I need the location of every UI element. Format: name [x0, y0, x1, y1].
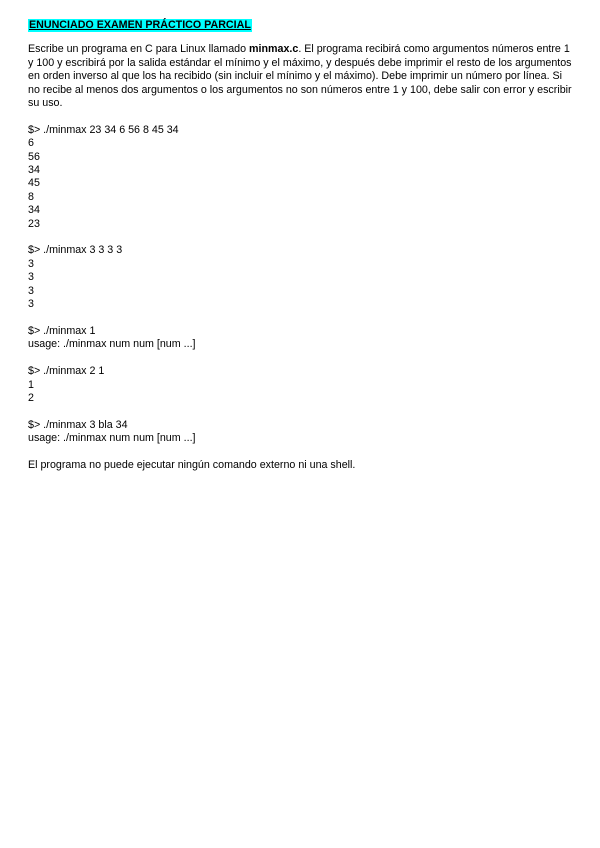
- example-command: $> ./minmax 1: [28, 324, 96, 337]
- example-output-line: usage: ./minmax num num [num ...]: [28, 338, 196, 351]
- example-output-line: 3: [28, 284, 34, 297]
- example-output-line: 6: [28, 137, 34, 150]
- example-output-line: 34: [28, 164, 40, 177]
- intro-paragraph: [28, 43, 573, 110]
- example-output-line: 56: [28, 150, 40, 163]
- example-command: $> ./minmax 2 1: [28, 365, 105, 378]
- example-block-5: [28, 419, 573, 446]
- intro-text-before: Escribe un programa en C para Linux llamado: [28, 43, 249, 56]
- example-output-line: 2: [28, 391, 34, 404]
- example-output-line: 1: [28, 378, 34, 391]
- example-block-1: [28, 124, 573, 231]
- example-output-line: 3: [28, 298, 34, 311]
- example-command: $> ./minmax 3 bla 34: [28, 418, 128, 431]
- example-output-line: usage: ./minmax num num [num ...]: [28, 432, 196, 445]
- example-output-line: 8: [28, 190, 34, 203]
- document-title: ENUNCIADO EXAMEN PRÁCTICO PARCIAL: [29, 19, 251, 31]
- intro-text-after: . El programa recibirá como argumentos números entre 1 y 100 y escribirá por la salida estándar el mínimo y el máximo, y después debe imprimir el resto de los argumentos en orden inverso al que los ha recibido (sin incluir el mínimo y el máximo). Debe imprimir un número por línea. Si no recibe al menos dos argumentos o los argumentos no son números entre 1 y 100, debe salir con error y escribir su uso.: [28, 43, 572, 110]
- example-block-2: [28, 244, 573, 311]
- example-command: $> ./minmax 3 3 3 3: [28, 244, 123, 257]
- example-command: $> ./minmax 23 34 6 56 8 45 34: [28, 123, 179, 136]
- example-output-line: 34: [28, 204, 40, 217]
- program-filename: minmax.c: [249, 43, 299, 56]
- closing-paragraph: El programa no puede ejecutar ningún comando externo ni una shell.: [28, 458, 356, 471]
- example-output-line: 3: [28, 271, 34, 284]
- document-page: [28, 19, 573, 472]
- example-output-line: 23: [28, 217, 40, 230]
- example-output-line: 45: [28, 177, 40, 190]
- example-block-4: [28, 365, 573, 405]
- example-block-3: [28, 325, 573, 352]
- example-output-line: 3: [28, 257, 34, 270]
